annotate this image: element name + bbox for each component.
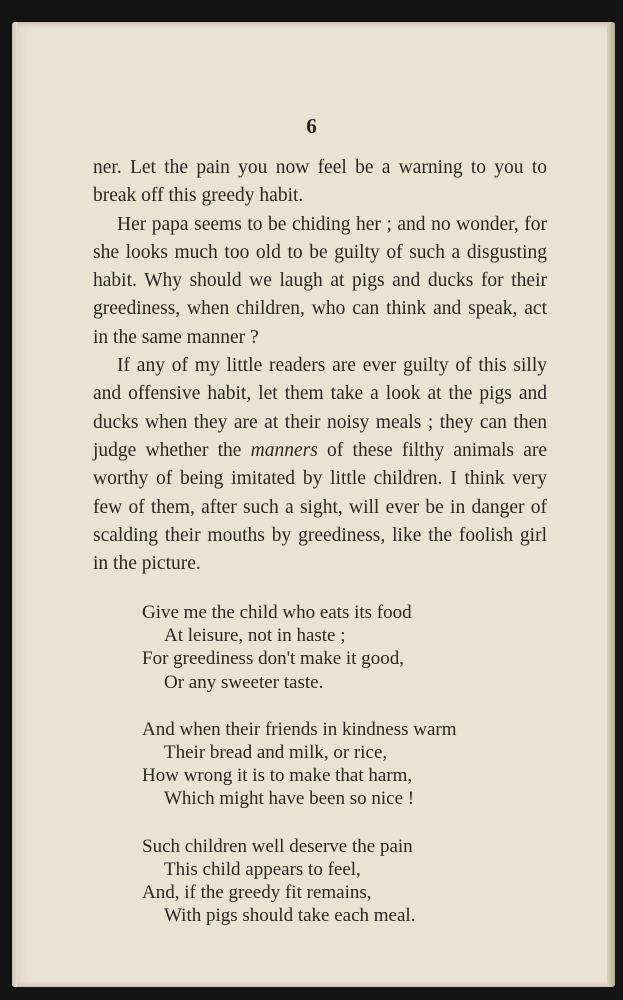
emphasized-word: manners	[250, 439, 318, 461]
poem-line: Their bread and milk, or rice,	[164, 742, 388, 764]
prose-body	[93, 154, 547, 578]
poem-line: For greediness don't make it good,	[142, 648, 404, 670]
poem-line: At leisure, not in haste ;	[164, 625, 346, 647]
prose-paragraph-3	[93, 352, 547, 578]
poem-line: This child appears to feel,	[164, 858, 361, 880]
poem-stanza-1	[142, 601, 542, 694]
poem-stanza-3	[142, 835, 542, 928]
page-edge	[607, 22, 615, 987]
paragraph-text-after: of these filthy animals are worthy of being imitated by little children. I think very few of them, after such a sight, will ever be in danger of scalding their mouths by greediness, like the foolish girl in the picture.	[93, 439, 548, 575]
prose-paragraph-2: Her papa seems to be chiding her ; and no wonder, for she looks much too old to be guilty of such a disgusting habit. Why should we laugh at pigs and ducks for their greediness, when children, who can think and speak, act in the same manner ?	[93, 213, 547, 348]
paragraph-text-before: If any of my little readers are ever guilty of this silly and offensive habit, let them take a look at the pigs and ducks when they are at their noisy meals ; they can then judge whether the	[93, 355, 547, 461]
poem-line: Give me the child who eats its food	[142, 602, 412, 623]
page-number: 6	[306, 114, 317, 138]
prose-paragraph-1: ner. Let the pain you now feel be a warning to you to break off this greedy habit.	[93, 157, 547, 207]
poem-stanza-2	[142, 718, 542, 811]
poem-line: And, if the greedy fit remains,	[142, 882, 372, 904]
poem-line: With pigs should take each meal.	[164, 905, 416, 927]
poem	[142, 601, 542, 951]
page-gutter	[12, 22, 17, 987]
poem-line: Or any sweeter taste.	[164, 671, 324, 693]
poem-line: How wrong it is to make that harm,	[142, 765, 413, 787]
poem-line: Which might have been so nice !	[164, 788, 415, 810]
poem-line: Such children well deserve the pain	[142, 835, 413, 857]
poem-line: And when their friends in kindness warm	[142, 718, 457, 740]
